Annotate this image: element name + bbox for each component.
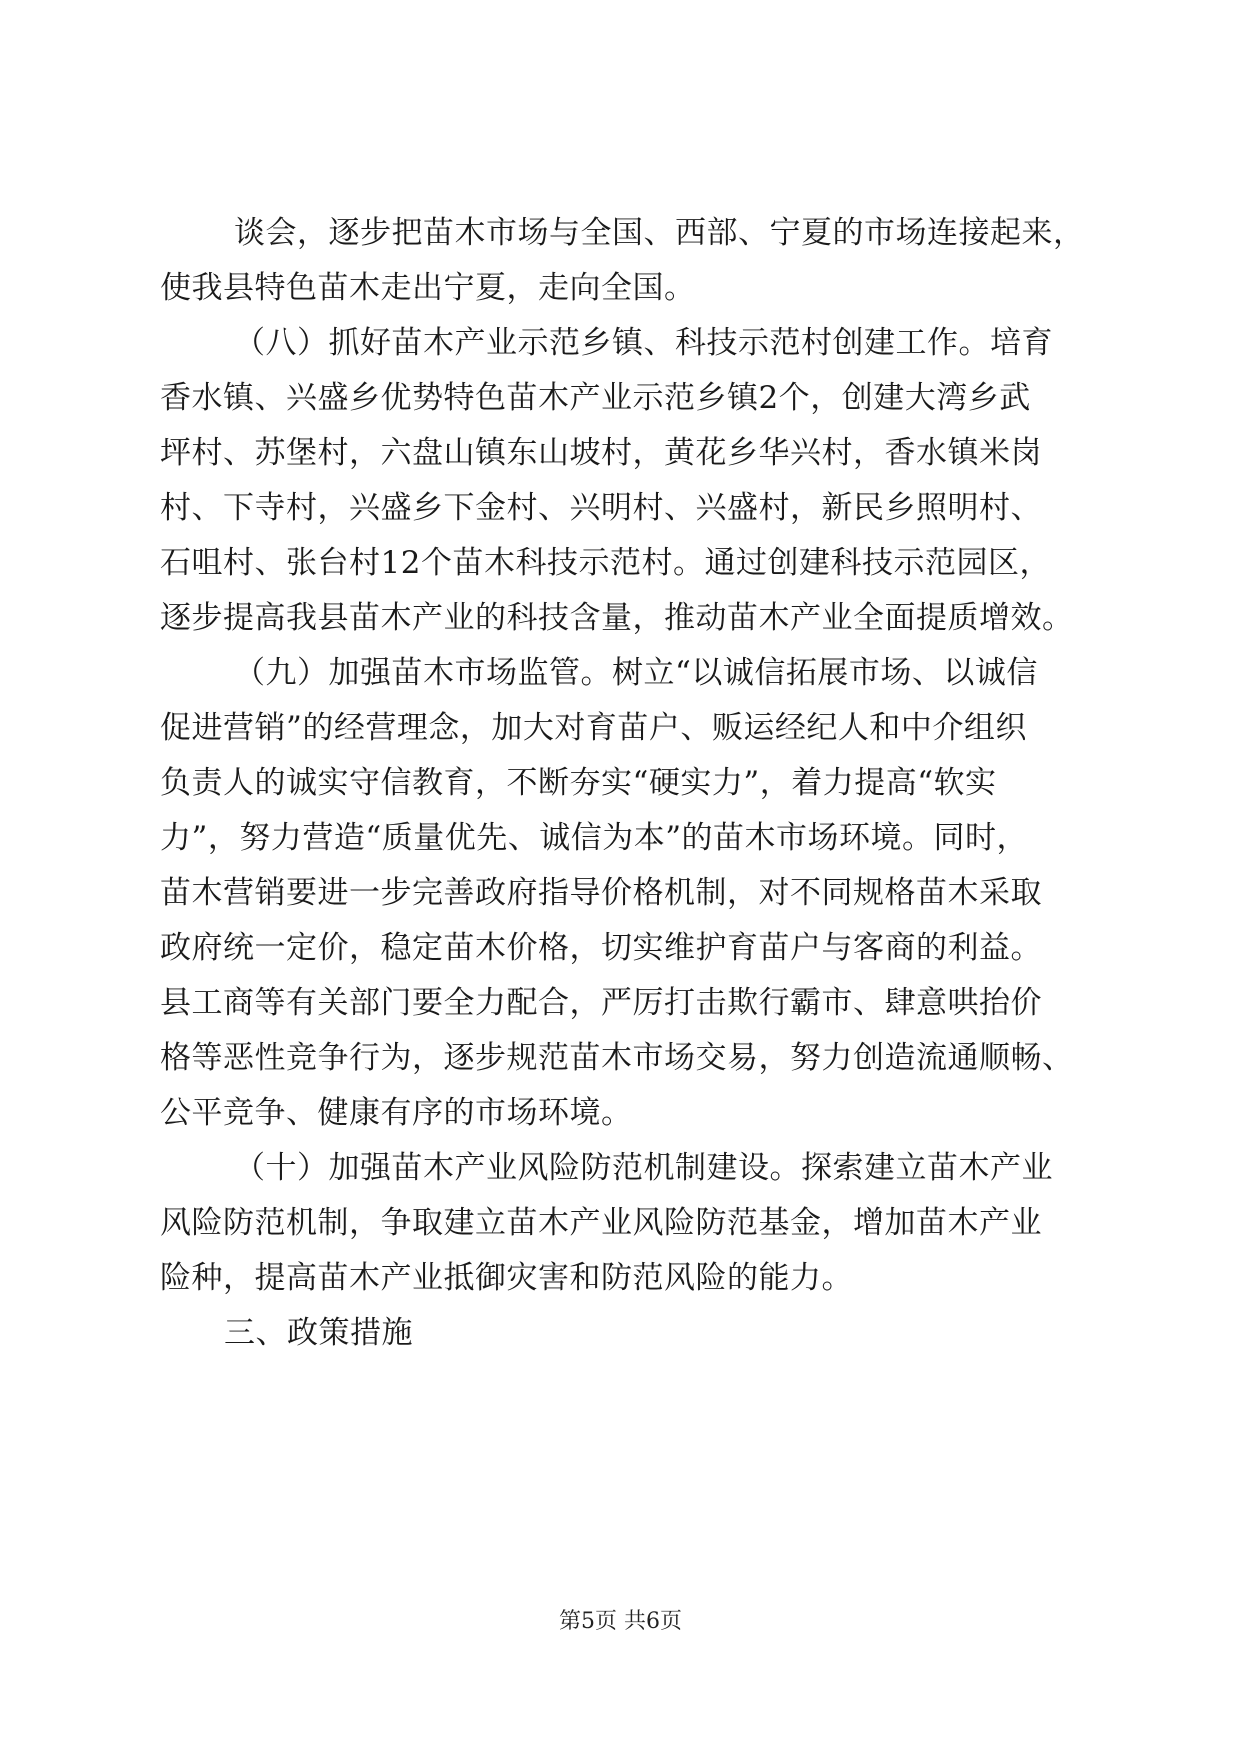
text-line-14: 政府统一定价，稳定苗木价格，切实维护育苗户与客商的利益。	[160, 930, 1042, 966]
text-line-16: 格等恶性竞争行为，逐步规范苗木市场交易，努力创造流通顺畅、	[160, 1040, 1074, 1076]
text-line-8: 逐步提高我县苗木产业的科技含量，推动苗木产业全面提质增效。	[160, 600, 1074, 636]
page-footer: 第5页 共6页	[559, 1609, 682, 1634]
text-line-11: 负责人的诚实守信教育，不断夯实“硬实力”，着力提高“软实	[160, 765, 997, 801]
text-line-18: （十）加强苗木产业风险防范机制建设。探索建立苗木产业	[234, 1150, 1053, 1186]
text-line-5: 坪村、苏堡村，六盘山镇东山坡村，黄花乡华兴村，香水镇米岗	[160, 435, 1042, 471]
text-line-2: 使我县特色苗木走出宁夏，走向全国。	[160, 270, 696, 306]
text-line-1: 谈会，逐步把苗木市场与全国、西部、宁夏的市场连接起来，	[234, 215, 1085, 251]
text-line-7: 石咀村、张台村12个苗木科技示范村。通过创建科技示范园区，	[160, 545, 1051, 581]
text-line-13: 苗木营销要进一步完善政府指导价格机制，对不同规格苗木采取	[160, 875, 1042, 911]
text-line-12: 力”，努力营造“质量优先、诚信为本”的苗木市场环境。同时，	[160, 820, 1029, 856]
text-line-3: （八）抓好苗木产业示范乡镇、科技示范村创建工作。培育	[234, 325, 1053, 361]
text-line-20: 险种，提高苗木产业抵御灾害和防范风险的能力。	[160, 1260, 853, 1296]
text-line-6: 村、下寺村，兴盛乡下金村、兴明村、兴盛村，新民乡照明村、	[160, 490, 1042, 526]
text-line-19: 风险防范机制，争取建立苗木产业风险防范基金，增加苗木产业	[160, 1205, 1042, 1241]
text-line-17: 公平竞争、健康有序的市场环境。	[160, 1095, 633, 1131]
text-line-10: 促进营销”的经营理念，加大对育苗户、贩运经纪人和中介组织	[160, 710, 1027, 746]
text-line-4: 香水镇、兴盛乡优势特色苗木产业示范乡镇2个，创建大湾乡武	[160, 380, 1031, 416]
text-line-9: （九）加强苗木市场监管。树立“以诚信拓展市场、以诚信	[234, 655, 1038, 691]
text-line-15: 县工商等有关部门要全力配合，严厉打击欺行霸市、肆意哄抬价	[160, 985, 1042, 1021]
section-heading: 三、政策措施	[224, 1315, 413, 1351]
